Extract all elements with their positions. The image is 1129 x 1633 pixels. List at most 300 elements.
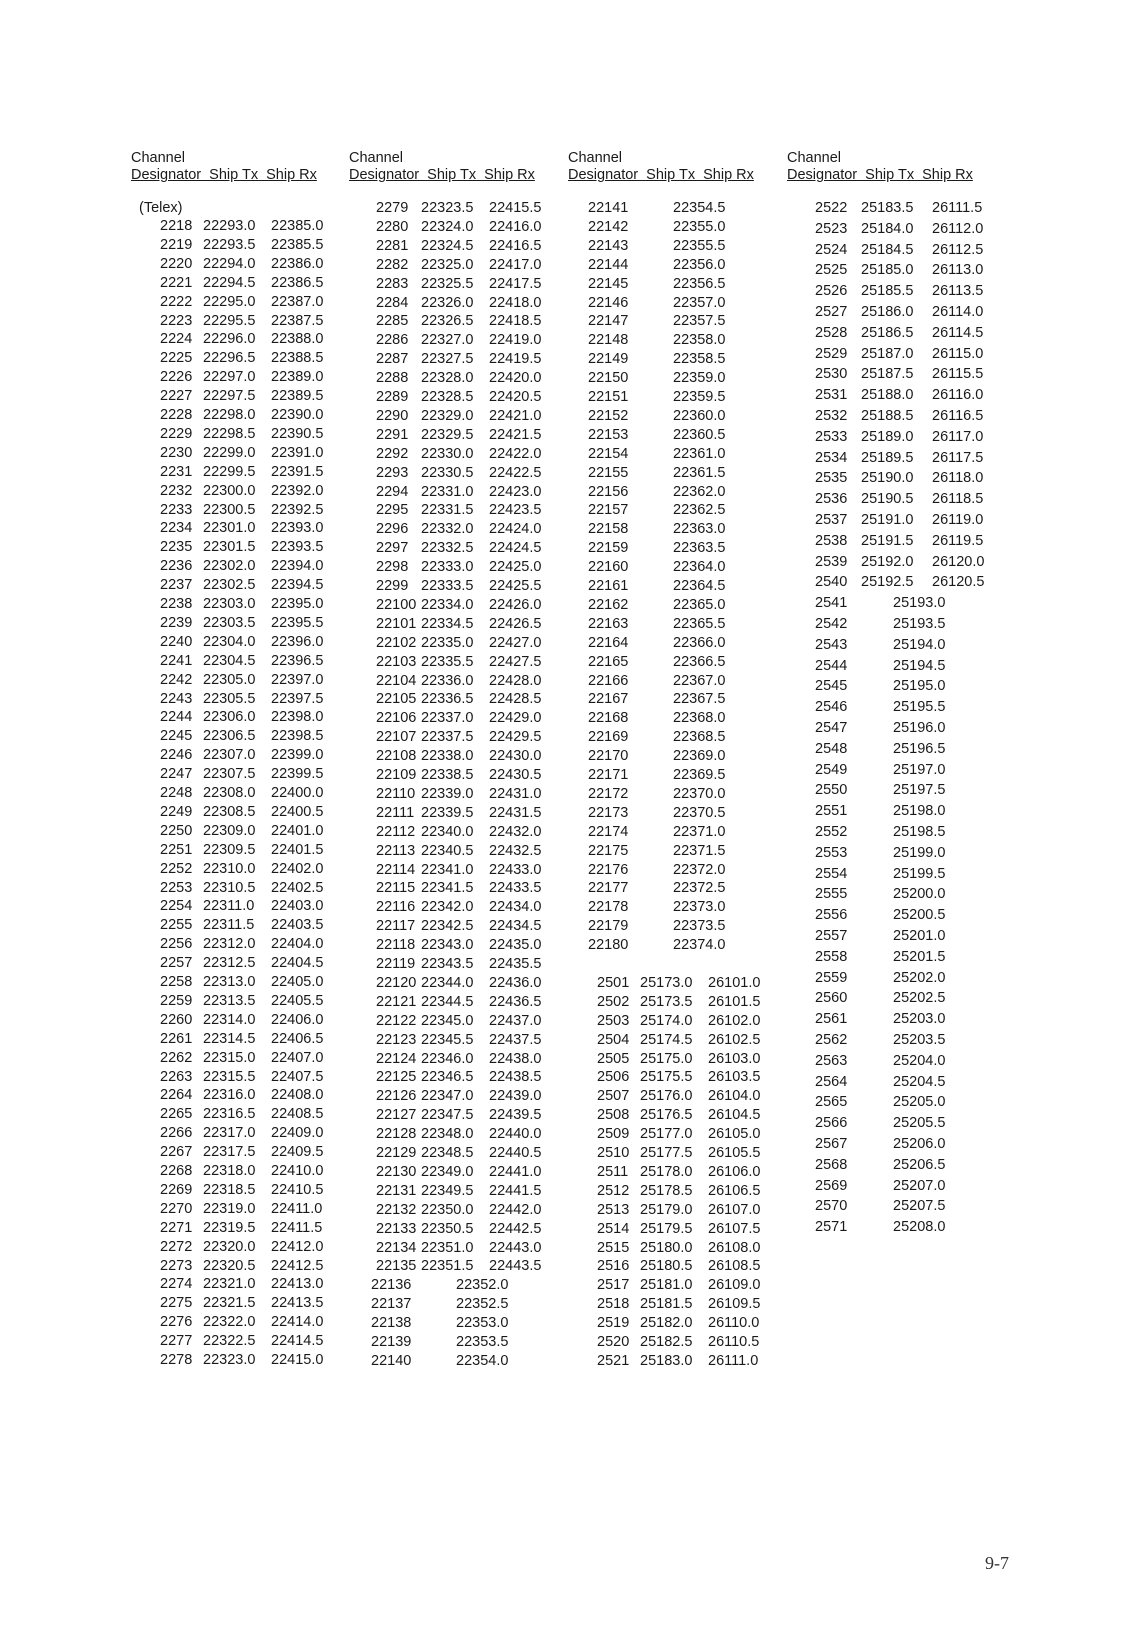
channel-designator: 22179 bbox=[588, 918, 629, 935]
table-row bbox=[349, 1277, 579, 1295]
channel-designator: 2553 bbox=[815, 844, 848, 861]
ship-tx: 22319.5 bbox=[203, 1219, 256, 1236]
channel-designator: 2261 bbox=[160, 1030, 193, 1047]
channel-designator: 2514 bbox=[597, 1220, 630, 1237]
ship-rx: 22442.5 bbox=[489, 1220, 542, 1237]
ship-rx: 22406.5 bbox=[271, 1030, 324, 1047]
ship-tx: 25207.5 bbox=[893, 1198, 946, 1215]
ship-rx: 22412.0 bbox=[271, 1238, 324, 1255]
channel-designator: 2531 bbox=[815, 387, 848, 404]
channel-designator: 22123 bbox=[376, 1031, 417, 1048]
ship-rx: 22366.5 bbox=[673, 653, 726, 670]
channel-designator: 2232 bbox=[160, 482, 193, 499]
channel-designator: 22171 bbox=[588, 767, 629, 783]
channel-designator: 22157 bbox=[588, 502, 629, 519]
ship-rx: 26108.0 bbox=[708, 1239, 761, 1256]
ship-tx: 22303.0 bbox=[203, 596, 256, 612]
table-row bbox=[787, 907, 1017, 925]
header-line-2: Designator Ship Tx Ship Rx bbox=[787, 167, 973, 183]
ship-rx: 22373.5 bbox=[673, 918, 726, 935]
table-row bbox=[568, 408, 798, 426]
table-row bbox=[787, 782, 1017, 800]
ship-rx: 22399.0 bbox=[271, 747, 324, 764]
ship-rx: 22426.5 bbox=[489, 615, 542, 632]
channel-designator: 2293 bbox=[376, 464, 409, 481]
table-row bbox=[787, 283, 1017, 301]
channel-designator: 2518 bbox=[597, 1296, 630, 1313]
table-row bbox=[787, 949, 1017, 967]
channel-designator: 22106 bbox=[376, 710, 417, 727]
ship-tx: 22346.5 bbox=[421, 1069, 474, 1086]
header-line-1: Channel bbox=[787, 150, 842, 166]
channel-designator: 22108 bbox=[376, 748, 417, 765]
ship-rx: 22359.0 bbox=[673, 370, 726, 387]
ship-tx: 25186.0 bbox=[861, 304, 914, 320]
table-row bbox=[349, 805, 579, 823]
channel-designator: 22109 bbox=[376, 767, 417, 783]
channel-designator: 22121 bbox=[376, 993, 417, 1010]
channel-designator: 2556 bbox=[815, 907, 848, 924]
ship-rx: 22393.5 bbox=[271, 539, 324, 556]
ship-tx: 22349.0 bbox=[421, 1163, 474, 1180]
ship-tx: 25196.5 bbox=[893, 740, 946, 757]
ship-rx: 22425.5 bbox=[489, 578, 542, 594]
table-row bbox=[568, 616, 798, 634]
ship-rx: 22422.0 bbox=[489, 445, 542, 462]
table-row bbox=[131, 804, 361, 822]
table-row bbox=[787, 1178, 1017, 1196]
channel-designator: 2225 bbox=[160, 350, 193, 367]
ship-tx: 25184.5 bbox=[861, 241, 914, 258]
table-row bbox=[131, 1031, 361, 1049]
table-row bbox=[349, 408, 579, 426]
ship-rx: 22367.0 bbox=[673, 672, 726, 689]
channel-designator: 22119 bbox=[376, 956, 416, 972]
channel-designator: 22176 bbox=[588, 861, 629, 878]
channel-designator: 2241 bbox=[160, 652, 193, 669]
ship-rx: 22419.0 bbox=[489, 332, 542, 349]
ship-tx: 22323.0 bbox=[203, 1352, 256, 1368]
table-row bbox=[787, 574, 1017, 592]
ship-rx: 22357.0 bbox=[673, 294, 726, 311]
ship-rx: 22440.5 bbox=[489, 1145, 542, 1161]
table-row bbox=[787, 1115, 1017, 1133]
column-header bbox=[787, 150, 1007, 184]
channel-designator: 2519 bbox=[597, 1315, 630, 1332]
ship-tx: 25189.5 bbox=[861, 449, 914, 466]
ship-tx: 25207.0 bbox=[893, 1177, 946, 1194]
channel-designator: 2563 bbox=[815, 1052, 848, 1069]
ship-tx: 22297.5 bbox=[203, 388, 256, 405]
channel-designator: 22140 bbox=[371, 1352, 412, 1369]
ship-tx: 22317.0 bbox=[203, 1125, 256, 1142]
channel-designator: 22100 bbox=[376, 596, 417, 613]
channel-designator: 2247 bbox=[160, 766, 193, 783]
channel-designator: 2283 bbox=[376, 275, 409, 292]
channel-designator: 22147 bbox=[588, 313, 629, 330]
ship-tx: 22301.5 bbox=[203, 539, 256, 556]
channel-designator: 22145 bbox=[588, 275, 629, 292]
channel-designator: 2243 bbox=[160, 690, 193, 707]
channel-designator: 22154 bbox=[588, 445, 629, 462]
table-row bbox=[787, 990, 1017, 1008]
table-row bbox=[568, 635, 798, 653]
ship-rx: 22428.5 bbox=[489, 691, 542, 708]
table-row bbox=[131, 615, 361, 633]
channel-designator: 22172 bbox=[588, 785, 629, 802]
table-row bbox=[131, 445, 361, 463]
table-row bbox=[349, 484, 579, 502]
ship-tx: 25179.5 bbox=[640, 1220, 693, 1237]
table-row bbox=[787, 408, 1017, 426]
channel-designator: 2281 bbox=[376, 237, 409, 254]
table-row bbox=[568, 1164, 798, 1182]
channel-designator: 2559 bbox=[815, 969, 848, 986]
table-row bbox=[349, 786, 579, 804]
table-row bbox=[568, 824, 798, 842]
channel-designator: 22143 bbox=[588, 237, 629, 254]
channel-designator: 2256 bbox=[160, 936, 193, 953]
ship-tx: 22315.5 bbox=[203, 1068, 256, 1085]
ship-tx: 25174.5 bbox=[640, 1031, 693, 1048]
channel-designator: 2541 bbox=[815, 595, 848, 612]
ship-tx: 22321.0 bbox=[203, 1276, 256, 1293]
ship-rx: 26104.0 bbox=[708, 1088, 761, 1105]
channel-designator: 2549 bbox=[815, 761, 848, 778]
channel-designator: 22125 bbox=[376, 1069, 417, 1086]
ship-tx: 25195.0 bbox=[893, 678, 946, 695]
ship-tx: 22337.5 bbox=[421, 729, 474, 746]
ship-tx: 25181.5 bbox=[640, 1296, 693, 1313]
table-row bbox=[131, 1258, 361, 1276]
ship-rx: 26107.0 bbox=[708, 1201, 761, 1218]
ship-rx: 26104.5 bbox=[708, 1107, 761, 1124]
channel-designator: 2231 bbox=[160, 463, 193, 480]
channel-designator: 2288 bbox=[376, 370, 409, 387]
ship-tx: 22310.0 bbox=[203, 860, 256, 877]
table-row bbox=[787, 845, 1017, 863]
ship-tx: 22330.0 bbox=[421, 445, 474, 462]
ship-tx: 22351.0 bbox=[421, 1239, 474, 1256]
ship-tx: 22333.5 bbox=[421, 578, 474, 594]
channel-designator: 2221 bbox=[160, 274, 193, 291]
channel-designator: 22137 bbox=[371, 1296, 412, 1313]
channel-designator: 2544 bbox=[815, 657, 848, 674]
channel-designator: 22130 bbox=[376, 1163, 417, 1180]
ship-tx: 25177.5 bbox=[640, 1145, 693, 1161]
ship-tx: 22308.5 bbox=[203, 803, 256, 820]
channel-designator: 2529 bbox=[815, 345, 848, 362]
channel-designator: 2269 bbox=[160, 1181, 193, 1198]
ship-rx: 22429.0 bbox=[489, 710, 542, 727]
table-row bbox=[787, 325, 1017, 343]
ship-rx: 22433.0 bbox=[489, 861, 542, 878]
table-row bbox=[568, 313, 798, 331]
ship-rx: 22401.5 bbox=[271, 841, 324, 858]
channel-designator: 2539 bbox=[815, 553, 848, 570]
ship-tx: 22343.0 bbox=[421, 937, 474, 954]
channel-designator: 2522 bbox=[815, 200, 848, 216]
channel-designator: 2543 bbox=[815, 636, 848, 653]
channel-designator: 2272 bbox=[160, 1238, 193, 1255]
channel-designator: 22136 bbox=[371, 1277, 412, 1294]
table-row bbox=[349, 1296, 579, 1314]
ship-tx: 22343.5 bbox=[421, 956, 474, 972]
ship-tx: 22306.0 bbox=[203, 709, 256, 726]
table-row bbox=[568, 597, 798, 615]
table-row bbox=[787, 1198, 1017, 1216]
table-row bbox=[568, 956, 798, 974]
table-row bbox=[131, 369, 361, 387]
ship-tx: 22318.5 bbox=[203, 1181, 256, 1198]
channel-designator: 22105 bbox=[376, 691, 417, 708]
channel-designator: 22102 bbox=[376, 634, 417, 651]
table-row bbox=[787, 221, 1017, 239]
channel-designator: 2524 bbox=[815, 241, 848, 258]
ship-rx: 22429.5 bbox=[489, 729, 542, 746]
channel-designator: 2503 bbox=[597, 1012, 630, 1029]
ship-tx: 25188.0 bbox=[861, 387, 914, 404]
ship-tx: 22334.0 bbox=[421, 596, 474, 613]
table-row bbox=[349, 465, 579, 483]
ship-tx: 22348.0 bbox=[421, 1126, 474, 1143]
ship-tx: 25177.0 bbox=[640, 1126, 693, 1143]
channel-designator: 2271 bbox=[160, 1219, 193, 1236]
channel-designator: 2297 bbox=[376, 540, 409, 557]
table-row bbox=[131, 1087, 361, 1105]
ship-rx: 22408.0 bbox=[271, 1087, 324, 1104]
ship-rx: 22439.5 bbox=[489, 1107, 542, 1124]
ship-tx: 25205.5 bbox=[893, 1115, 946, 1132]
table-row bbox=[568, 862, 798, 880]
ship-tx: 25178.0 bbox=[640, 1163, 693, 1180]
table-row bbox=[568, 1277, 798, 1295]
ship-rx: 22387.5 bbox=[271, 312, 324, 329]
channel-designator: 2560 bbox=[815, 990, 848, 1007]
table-row bbox=[349, 975, 579, 993]
ship-tx: 22335.5 bbox=[421, 653, 474, 670]
channel-designator: 2540 bbox=[815, 574, 848, 591]
ship-rx: 22386.0 bbox=[271, 255, 324, 272]
table-row bbox=[131, 1276, 361, 1294]
table-row bbox=[349, 1240, 579, 1258]
channel-designator: 2502 bbox=[597, 993, 630, 1010]
table-row bbox=[787, 366, 1017, 384]
table-row bbox=[568, 578, 798, 596]
channel-designator: 22139 bbox=[371, 1334, 412, 1350]
table-row bbox=[568, 1296, 798, 1314]
channel-designator: 22111 bbox=[376, 804, 415, 821]
table-row bbox=[349, 654, 579, 672]
table-row bbox=[787, 803, 1017, 821]
ship-rx: 26119.0 bbox=[932, 512, 984, 528]
channel-designator: 22101 bbox=[376, 615, 417, 632]
table-row bbox=[349, 200, 579, 218]
table-row bbox=[787, 346, 1017, 364]
table-row bbox=[568, 1107, 798, 1125]
channel-designator: 22158 bbox=[588, 521, 629, 538]
ship-tx: 22338.0 bbox=[421, 748, 474, 765]
channel-designator: 2239 bbox=[160, 614, 193, 631]
table-row bbox=[787, 387, 1017, 405]
ship-rx: 22394.0 bbox=[271, 558, 324, 575]
channel-designator: 2268 bbox=[160, 1163, 193, 1179]
ship-tx: 22298.0 bbox=[203, 407, 256, 423]
ship-rx: 26111.5 bbox=[932, 200, 983, 216]
table-row bbox=[349, 370, 579, 388]
table-row bbox=[131, 388, 361, 406]
table-row bbox=[349, 1013, 579, 1031]
ship-rx: 22439.0 bbox=[489, 1088, 542, 1105]
ship-rx: 26101.5 bbox=[708, 993, 761, 1010]
ship-tx: 25190.5 bbox=[861, 491, 914, 508]
ship-rx: 22390.5 bbox=[271, 425, 324, 442]
ship-rx: 22411.0 bbox=[271, 1200, 323, 1217]
table-row bbox=[131, 539, 361, 557]
table-row bbox=[349, 1069, 579, 1087]
ship-rx: 22396.0 bbox=[271, 633, 324, 650]
ship-rx: 22392.5 bbox=[271, 501, 324, 518]
channel-designator: 2291 bbox=[376, 426, 409, 443]
channel-designator: 22126 bbox=[376, 1088, 417, 1105]
table-row bbox=[787, 699, 1017, 717]
channel-designator: 22131 bbox=[376, 1182, 417, 1199]
ship-rx: 22389.0 bbox=[271, 369, 324, 386]
ship-rx: 22415.5 bbox=[489, 200, 542, 216]
table-row bbox=[131, 520, 361, 538]
ship-rx: 22433.5 bbox=[489, 880, 542, 897]
channel-designator: 2262 bbox=[160, 1049, 193, 1066]
ship-tx: 22296.0 bbox=[203, 331, 256, 348]
table-row bbox=[568, 805, 798, 823]
table-row bbox=[349, 351, 579, 369]
ship-rx: 26109.0 bbox=[708, 1277, 761, 1294]
table-row bbox=[131, 426, 361, 444]
channel-designator: 2570 bbox=[815, 1198, 848, 1215]
table-row bbox=[349, 332, 579, 350]
ship-tx: 22295.0 bbox=[203, 293, 256, 310]
ship-rx: 26117.5 bbox=[932, 449, 984, 466]
ship-tx: 22323.5 bbox=[421, 200, 474, 216]
channel-designator: 2545 bbox=[815, 678, 848, 695]
table-row bbox=[568, 1221, 798, 1239]
table-row bbox=[349, 446, 579, 464]
ship-rx: 22392.0 bbox=[271, 482, 324, 499]
ship-rx: 22413.5 bbox=[271, 1295, 324, 1312]
channel-designator: 2530 bbox=[815, 366, 848, 383]
channel-designator: 2534 bbox=[815, 449, 848, 466]
channel-designator: 22168 bbox=[588, 710, 629, 727]
channel-designator: 2264 bbox=[160, 1087, 193, 1104]
channel-designator: 2552 bbox=[815, 824, 848, 840]
ship-tx: 25194.5 bbox=[893, 657, 946, 674]
ship-tx: 22345.5 bbox=[421, 1031, 474, 1048]
ship-tx: 25200.5 bbox=[893, 907, 946, 924]
table-row bbox=[568, 710, 798, 728]
channel-designator: 2260 bbox=[160, 1011, 193, 1028]
ship-tx: 25183.0 bbox=[640, 1352, 693, 1369]
ship-rx: 22354.5 bbox=[673, 200, 726, 216]
ship-tx: 22316.0 bbox=[203, 1087, 256, 1104]
ship-tx: 22328.0 bbox=[421, 370, 474, 387]
ship-rx: 26106.5 bbox=[708, 1182, 761, 1199]
ship-rx: 26109.5 bbox=[708, 1296, 761, 1313]
ship-tx: 22320.0 bbox=[203, 1238, 256, 1255]
table-row bbox=[349, 1353, 579, 1371]
table-row bbox=[568, 1013, 798, 1031]
channel-designator: 2508 bbox=[597, 1107, 630, 1124]
ship-rx: 22386.5 bbox=[271, 274, 324, 291]
table-row bbox=[131, 1295, 361, 1313]
channel-designator: 2254 bbox=[160, 898, 193, 915]
table-row bbox=[787, 886, 1017, 904]
ship-tx: 25204.5 bbox=[893, 1073, 946, 1090]
ship-rx: 22365.5 bbox=[673, 615, 726, 632]
ship-rx: 26118.0 bbox=[932, 470, 984, 487]
table-row bbox=[568, 729, 798, 747]
channel-designator: 22165 bbox=[588, 653, 629, 670]
ship-rx: 22361.5 bbox=[673, 464, 726, 481]
ship-tx: 22315.0 bbox=[203, 1049, 256, 1066]
table-row bbox=[349, 767, 579, 785]
ship-tx: 22348.5 bbox=[421, 1145, 474, 1161]
channel-designator: 2507 bbox=[597, 1088, 630, 1105]
channel-designator: 2533 bbox=[815, 428, 848, 445]
channel-designator: 2249 bbox=[160, 803, 193, 820]
channel-designator: 22161 bbox=[588, 578, 629, 594]
ship-rx: 26105.5 bbox=[708, 1145, 761, 1161]
ship-rx: 22437.5 bbox=[489, 1031, 542, 1048]
table-row bbox=[568, 1088, 798, 1106]
table-row bbox=[568, 276, 798, 294]
channel-designator: 2561 bbox=[815, 1011, 848, 1028]
channel-designator: 2251 bbox=[160, 841, 193, 858]
ship-tx: 22310.5 bbox=[203, 879, 256, 896]
ship-rx: 22388.5 bbox=[271, 350, 324, 367]
table-row bbox=[787, 1053, 1017, 1071]
table-row bbox=[787, 533, 1017, 551]
ship-tx: 22339.5 bbox=[421, 804, 474, 821]
ship-tx: 25191.5 bbox=[861, 532, 914, 549]
channel-designator: 2550 bbox=[815, 782, 848, 799]
ship-tx: 22314.0 bbox=[203, 1011, 256, 1028]
table-row bbox=[131, 823, 361, 841]
channel-designator: 2244 bbox=[160, 709, 193, 726]
channel-designator: 2525 bbox=[815, 262, 848, 279]
ship-rx: 22355.5 bbox=[673, 237, 726, 254]
ship-tx: 25176.0 bbox=[640, 1088, 693, 1105]
channel-designator: 2253 bbox=[160, 879, 193, 896]
ship-rx: 22358.0 bbox=[673, 332, 726, 349]
ship-tx: 22312.0 bbox=[203, 936, 256, 953]
channel-designator: 22117 bbox=[376, 918, 416, 935]
ship-tx: 22319.0 bbox=[203, 1200, 256, 1217]
ship-tx: 25173.5 bbox=[640, 993, 693, 1010]
channel-designator: 2535 bbox=[815, 470, 848, 487]
channel-designator: 2263 bbox=[160, 1068, 193, 1085]
table-row bbox=[131, 1069, 361, 1087]
table-row bbox=[349, 559, 579, 577]
table-row bbox=[131, 653, 361, 671]
ship-rx: 26120.5 bbox=[932, 574, 985, 591]
ship-rx: 26106.0 bbox=[708, 1163, 761, 1180]
ship-tx: 25185.5 bbox=[861, 283, 914, 300]
ship-rx: 22368.5 bbox=[673, 729, 726, 746]
channel-designator: 2527 bbox=[815, 304, 848, 320]
header-line-1: Channel bbox=[568, 150, 623, 166]
ship-tx: 25173.0 bbox=[640, 974, 693, 991]
ship-rx: 26112.0 bbox=[932, 220, 984, 237]
